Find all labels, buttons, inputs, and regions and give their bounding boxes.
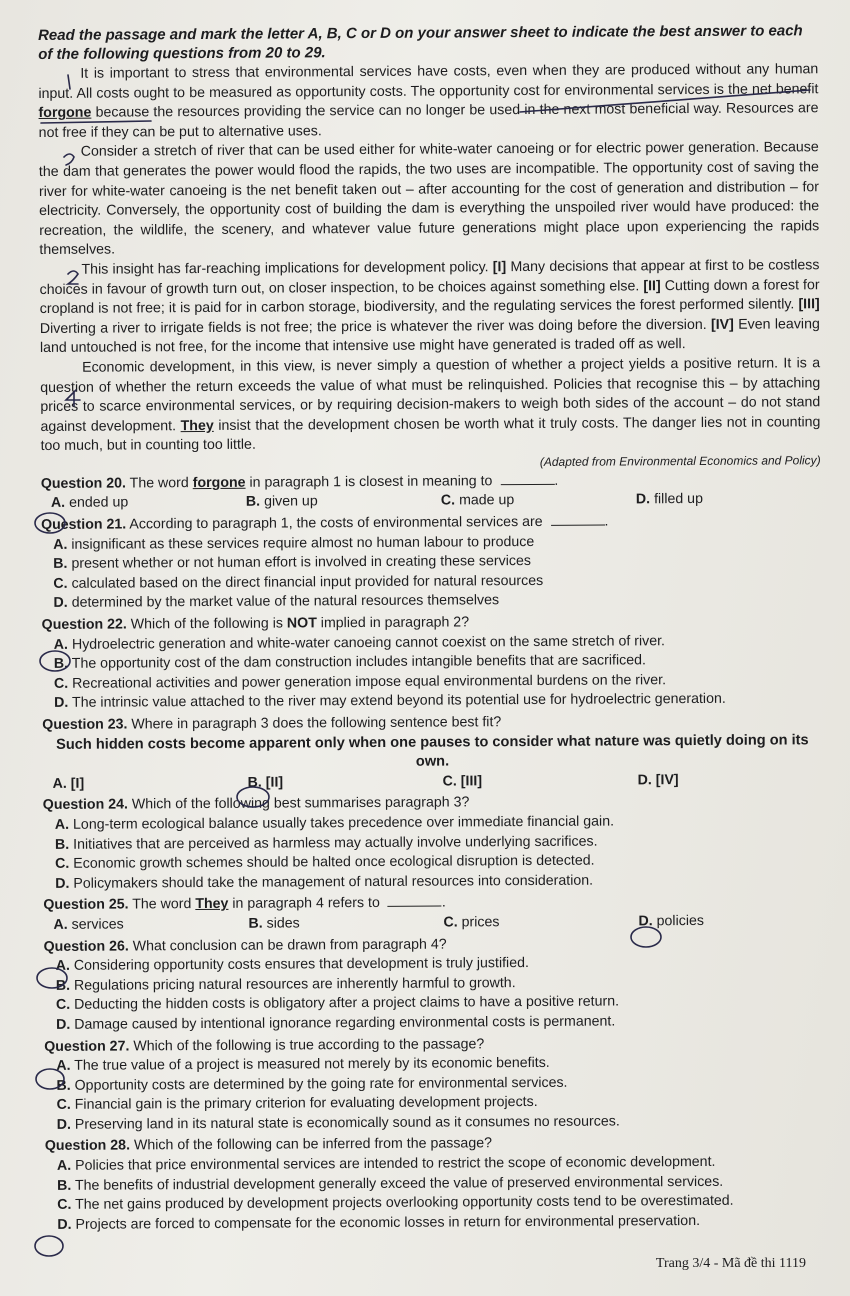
word-they: They: [180, 417, 214, 434]
option-a[interactable]: A. ended up: [50, 494, 129, 512]
option-a[interactable]: A. [I]: [52, 775, 85, 792]
marker-i: [I]: [492, 259, 507, 276]
option-d[interactable]: D. Damage caused by intentional ignorance regarding environmental costs is permanent.: [56, 1013, 616, 1033]
insert-sentence: Such hidden costs become apparent only when one pauses to consider what nature was quietly doing on its own.: [56, 731, 809, 770]
option-d[interactable]: D. Projects are forced to compensate for the economic losses in return for environmental preservation.: [57, 1212, 701, 1233]
word-forgone: forgone: [38, 104, 92, 122]
option-b[interactable]: B. The opportunity cost of the dam construction includes intangible benefits that are sacrificed.: [53, 652, 646, 673]
question-23: Question 23. Where in paragraph 3 does the following sentence best fit?: [42, 714, 502, 733]
marker-iii: [III]: [798, 296, 820, 313]
option-b[interactable]: B. [II]: [247, 774, 284, 791]
option-a[interactable]: A. Hydroelectric generation and white-water canoeing cannot coexist on the same stretch of river.: [53, 632, 666, 653]
option-d[interactable]: D. policies: [638, 912, 704, 930]
exam-sheet: [38, 21, 825, 1235]
option-c[interactable]: C. [III]: [442, 773, 483, 790]
source-note: (Adapted from Environmental Economics and Policy): [539, 453, 821, 469]
option-a[interactable]: A. Considering opportunity costs ensures that development is truly justified.: [55, 955, 529, 975]
question-25-options: [43, 911, 823, 935]
question-22: Question 22. Which of the following is NOT implied in paragraph 2?: [41, 614, 470, 634]
question-23-options: [43, 770, 823, 794]
option-a[interactable]: A. Long-term ecological balance usually takes precedence over immediate financial gain.: [54, 813, 615, 833]
option-c[interactable]: C. The net gains produced by development projects overlooking opportunity costs tend to be overestimated.: [57, 1193, 734, 1214]
option-c[interactable]: C. made up: [440, 492, 515, 510]
marker-iv: [IV]: [710, 316, 734, 333]
question-27: Question 27. Which of the following is true according to the passage?: [44, 1035, 485, 1055]
option-b[interactable]: B. given up: [245, 493, 318, 511]
question-28: Question 28. Which of the following can be inferred from the passage?: [44, 1135, 493, 1155]
question-20: Question 20. The word forgone in paragraph 1 is closest in meaning to .: [40, 472, 559, 492]
question-21: Question 21. According to paragraph 1, the costs of environmental services are .: [40, 513, 609, 534]
question-24: Question 24. Which of the following best summarises paragraph 3?: [42, 794, 470, 814]
option-c[interactable]: C. prices: [443, 914, 500, 931]
option-a[interactable]: A. insignificant as these services require almost no human labour to produce: [53, 533, 535, 553]
option-c[interactable]: C. Economic growth schemes should be halted once ecological disruption is detected.: [55, 852, 595, 873]
paragraph-2: Consider a stretch of river that can be used either for white-water canoeing or for electric power generation. Because the dam that generates the power would flood the rapids, the two uses are incompatible. The opportunity cost of saving the river for white-water canoeing is the net benefit taken out – after accounting for the cost of generation and distribution – for electricity. Conversely, the opportunity cost of building the dam is everything the unspoiled river would have produced: the recreation, the wildlife, the scenery, and whatever value future generations might place upon experiencing the rapids themselves.: [38, 139, 820, 259]
instructions: Read the passage and mark the letter A, B, C or D on your answer sheet to indicate the best answer to each of the following questions from 20 to 29.: [38, 22, 803, 63]
option-d[interactable]: D. [IV]: [637, 771, 679, 789]
option-a[interactable]: A. The true value of a project is measured not merely by its economic benefits.: [56, 1054, 550, 1075]
option-b[interactable]: B. Regulations pricing natural resources are inherently harmful to growth.: [55, 974, 516, 994]
option-c[interactable]: C. Financial gain is the primary criterion for evaluating development projects.: [56, 1094, 538, 1114]
option-b[interactable]: B. The benefits of industrial development generally exceed the value of preserved environmental services.: [57, 1173, 724, 1194]
option-d[interactable]: D. The intrinsic value attached to the river may extend beyond its potential use for hydroelectric generation.: [54, 691, 726, 712]
page-footer: Trang 3/4 - Mã đề thi 1119: [655, 1256, 806, 1271]
option-b[interactable]: B. Initiatives that are perceived as harmless may actually involve underlying sacrifices.: [54, 833, 598, 853]
option-c[interactable]: C. Deducting the hidden costs is obligatory after a project claims to have a positive return.: [55, 993, 620, 1014]
option-d[interactable]: D. Policymakers should take the management of natural resources into consideration.: [55, 872, 594, 892]
option-b[interactable]: B. present whether or not human effort is involved in creating these services: [53, 553, 531, 573]
option-d[interactable]: D. determined by the market value of the natural resources themselves: [53, 592, 500, 612]
marker-ii: [II]: [643, 277, 661, 294]
paragraph-4: Economic development, in this view, is never simply a question of whether a project yields a positive return. It is a question of whether the return exceeds the value of what must be relinquished. Policies that recognise this – by attaching prices to scarce environmental services, or by requiring decision-makers to weigh both sides of the account – do not stand against development. They insist that the development chosen be worth what it truly costs. The danger lies not in counting too much, but in counting too little.: [40, 355, 821, 455]
option-b[interactable]: B. sides: [248, 915, 300, 932]
option-c[interactable]: C. calculated based on the direct financial input provided for natural resources: [53, 572, 544, 592]
option-c[interactable]: C. Recreational activities and power generation impose equal environmental burdens on the river.: [53, 671, 667, 692]
paragraph-1: It is important to stress that environmental services have costs, even when they are produced without any human input. All costs ought to be measured as opportunity costs. The opportunity cost for environmental services is the net benefit forgone because the resources providing the service can no longer be used in the next most beneficial way. Resources are not free if they can be put to alternative uses.: [38, 61, 819, 141]
paragraph-3: This insight has far-reaching implications for development policy. [I] Many decisions that appear at first to be costless choices in favour of growth turn out, on closer inspection, to be choices against something else. [II] Cutting down a forest for cropland is not free; it is paid for in carbon storage, biodiversity, and the regulating services the forest performed silently. [III] Diverting a river to irrigate fields is not free; the price is whatever the river was doing before the diversion. [IV] Even leaving land untouched is not free, for the income that intensive use might have generated is traded off as well.: [39, 257, 820, 357]
option-d[interactable]: D. Preserving land in its natural state is economically sound as it consumes no resources.: [56, 1113, 620, 1133]
circle-mark-q28: [35, 1236, 63, 1256]
option-a[interactable]: A. services: [53, 916, 124, 933]
question-25: Question 25. The word They in paragraph 4 refers to .: [43, 894, 446, 914]
question-20-options: [41, 490, 821, 514]
option-d[interactable]: D. filled up: [635, 491, 704, 508]
question-26: Question 26. What conclusion can be drawn from paragraph 4?: [43, 936, 447, 955]
option-b[interactable]: B. Opportunity costs are determined by the going rate for environmental services.: [56, 1074, 568, 1094]
option-a[interactable]: A. Policies that price environmental services are intended to restrict the scope of economic development.: [56, 1153, 716, 1174]
